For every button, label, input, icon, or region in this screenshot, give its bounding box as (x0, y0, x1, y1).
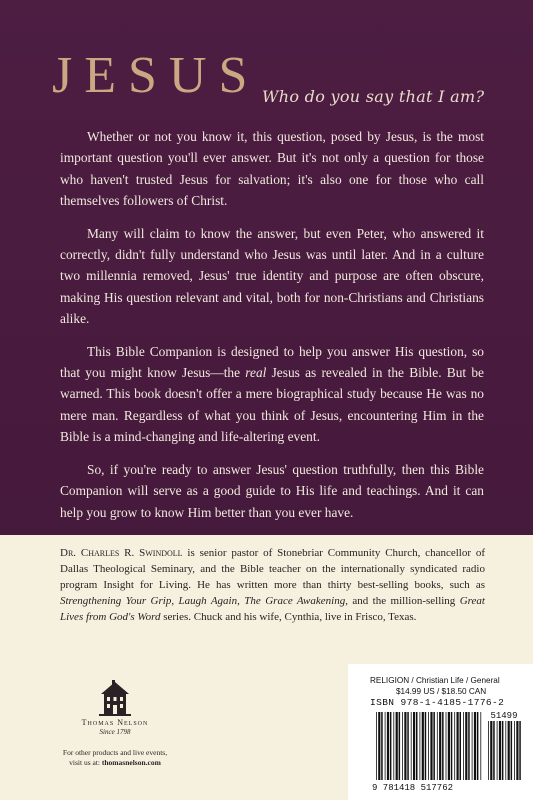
book-ref: Laugh Again (178, 595, 238, 607)
barcode-bars (376, 712, 481, 780)
barcode-bar (399, 712, 401, 780)
barcode-bar (457, 712, 459, 780)
barcode-bar (404, 712, 406, 780)
barcode-bar (497, 721, 498, 780)
publisher-since: Since 1798 (99, 728, 131, 736)
barcode-bar (428, 712, 429, 780)
barcode-ean-digits: 9 781418 517762 (372, 783, 454, 793)
barcode-bar (416, 712, 418, 780)
book-title: JESUS (52, 47, 260, 104)
barcode-bar (378, 712, 380, 780)
barcode-bar (381, 712, 383, 780)
author-bio: Dr. Charles R. Swindoll is senior pastor of Stonebriar Community Church, chancellor of Dallas Theological Seminary, and the Bible teacher on the internationally syndicated radio program Insight for Living. He has written more than thirty best-selling books, such as Strengthening Your Grip, Laugh Again, The Grace Awakening, and the million-selling Great Lives from God's Word series. Chuck and his wife, Cynthia, live in Frisco, Texas. (60, 547, 486, 623)
description-text (60, 126, 484, 534)
barcode-bar (451, 712, 453, 780)
author-name: Dr. Charles R. Swindoll (60, 547, 183, 559)
description-paragraph-1: Whether or not you know it, this question, posed by Jesus, is the most important question you'll ever answer. But it's not only a question for those who haven't trusted Jesus for salvation; it's also one for those who call themselves followers of Christ. (60, 129, 484, 209)
barcode-label (348, 664, 533, 800)
publisher-url: thomasnelson.com (101, 758, 161, 767)
barcode-bar (488, 721, 489, 780)
barcode-bar (385, 712, 386, 780)
book-ref: Great Lives from God's Word (60, 595, 485, 623)
barcode-bar (448, 712, 450, 780)
barcode-bar (472, 712, 473, 780)
barcode-bar (519, 721, 521, 780)
publisher-name: Thomas Nelson (81, 718, 149, 727)
barcode-bar (511, 721, 512, 780)
barcode-bar (407, 712, 409, 780)
publisher-house-icon (97, 678, 133, 716)
book-subtitle: Who do you say that I am? (262, 87, 485, 106)
barcode-bar (396, 712, 398, 780)
barcode-category: RELIGION / Christian Life / General (370, 676, 500, 685)
description-paragraph-4: So, if you're ready to answer Jesus' question truthfully, then this Bible Companion will serve as a good guide to His life and teachings. And it can help you grow to know Him better than you ever have. (60, 461, 484, 520)
barcode-bar (460, 712, 462, 780)
barcode-bar (376, 712, 377, 780)
barcode-bar (502, 721, 504, 780)
barcode-bar (420, 712, 421, 780)
barcode-bar (474, 712, 476, 780)
barcode-bar (430, 712, 432, 780)
barcode-bar (480, 712, 481, 780)
barcode-bar (465, 712, 467, 780)
barcode-bar (411, 712, 412, 780)
barcode-bar (425, 712, 427, 780)
publisher-block (60, 678, 170, 768)
book-ref: Strengthening Your Grip (60, 595, 172, 607)
barcode-bar (402, 712, 403, 780)
barcode-bar (439, 712, 441, 780)
barcode-bar (442, 712, 444, 780)
barcode-bar (390, 712, 392, 780)
barcode-bar (516, 721, 518, 780)
barcode-bar (433, 712, 435, 780)
description-paragraph-3: This Bible Companion is designed to help you answer His question, so that you might know Jesus—the real Jesus as revealed in the Bible. But be warned. This book doesn't offer a mere biographical study because He was no mere man. Regardless of what you think of Jesus, encountering Him in the Bible is a mind-changing and life-altering event. (60, 343, 484, 445)
barcode-bar (499, 721, 501, 780)
barcode-isbn: ISBN 978-1-4185-1776-2 (370, 697, 505, 708)
barcode-bar (508, 721, 510, 780)
barcode-bar (387, 712, 389, 780)
barcode-bar (493, 721, 495, 780)
barcode-graphic (370, 710, 530, 794)
barcode-bar (514, 721, 515, 780)
barcode-bar (463, 712, 464, 780)
barcode-bar (468, 712, 470, 780)
barcode-bar (446, 712, 447, 780)
barcode-bar (437, 712, 438, 780)
barcode-bar (477, 712, 479, 780)
description-paragraph-2: Many will claim to know the answer, but even Peter, who answered it correctly, didn't fully understand who Jesus was until later. And in a culture two millennia removed, Jesus' true identity and purpose are often obscure, making His question relevant and vital, both for non-Christians and Christians alike. (60, 225, 484, 327)
barcode-bar (490, 721, 492, 780)
barcode-price: $14.99 US / $18.50 CAN (396, 687, 487, 696)
barcode-bar (422, 712, 424, 780)
barcode-bar (454, 712, 455, 780)
barcode-bar (393, 712, 394, 780)
barcode-bar (413, 712, 415, 780)
barcode-bar (505, 721, 506, 780)
book-ref: The Grace Awakening (244, 595, 346, 607)
barcode-supplement-bars (488, 721, 521, 780)
emphasis-real: real (245, 365, 267, 381)
publisher-note: For other products and live events, visit us at: thomasnelson.com (62, 748, 168, 767)
barcode-supplement-digits: 51499 (490, 711, 518, 721)
